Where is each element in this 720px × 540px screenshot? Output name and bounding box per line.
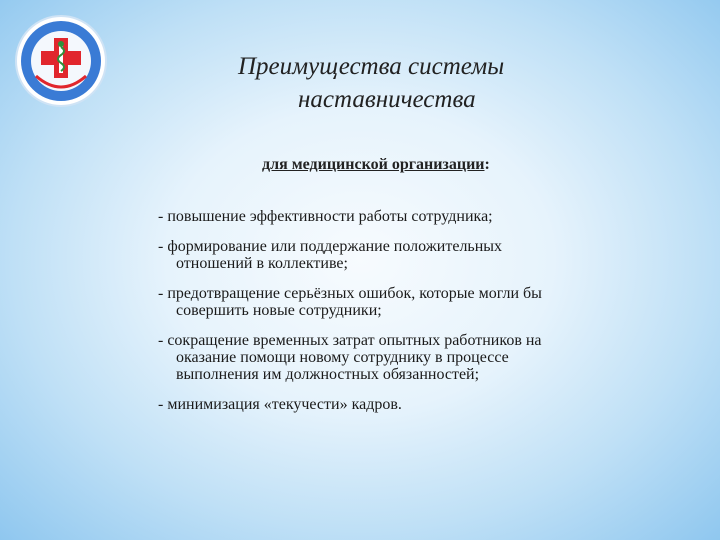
- medical-cross-emblem-icon: [14, 14, 108, 108]
- list-item: [158, 396, 678, 413]
- slide-title-line-1: Преимущества системы: [238, 53, 505, 80]
- list-item: [158, 332, 678, 383]
- slide-subtitle: [262, 156, 490, 174]
- list-item-line-1: - повышение эффективности работы сотрудника;: [158, 208, 493, 225]
- list-item: [158, 238, 678, 272]
- slide-title: [200, 50, 580, 116]
- slide-subtitle-suffix: :: [484, 156, 490, 173]
- list-item-line-1: - минимизация «текучести» кадров.: [158, 396, 402, 413]
- list-item-line-1: - сокращение временных затрат опытных работников на: [158, 332, 542, 349]
- list-item: [158, 208, 678, 225]
- list-item-line-2: отношений в коллективе;: [176, 255, 348, 272]
- list-item-line-2: совершить новые сотрудники;: [176, 302, 382, 319]
- list-item-line-1: - формирование или поддержание положительных: [158, 238, 503, 255]
- list-item-line-1: - предотвращение серьёзных ошибок, которые могли бы: [158, 285, 542, 302]
- list-item-line-3: выполнения им должностных обязанностей;: [176, 366, 480, 383]
- benefits-list: [158, 208, 678, 426]
- slide-title-line-2: наставничества: [298, 86, 476, 113]
- list-item-line-2: оказание помощи новому сотруднику в процессе: [176, 349, 509, 366]
- logo-emblem: [14, 14, 108, 108]
- list-item: [158, 285, 678, 319]
- slide-subtitle-text: для медицинской организации: [262, 156, 485, 173]
